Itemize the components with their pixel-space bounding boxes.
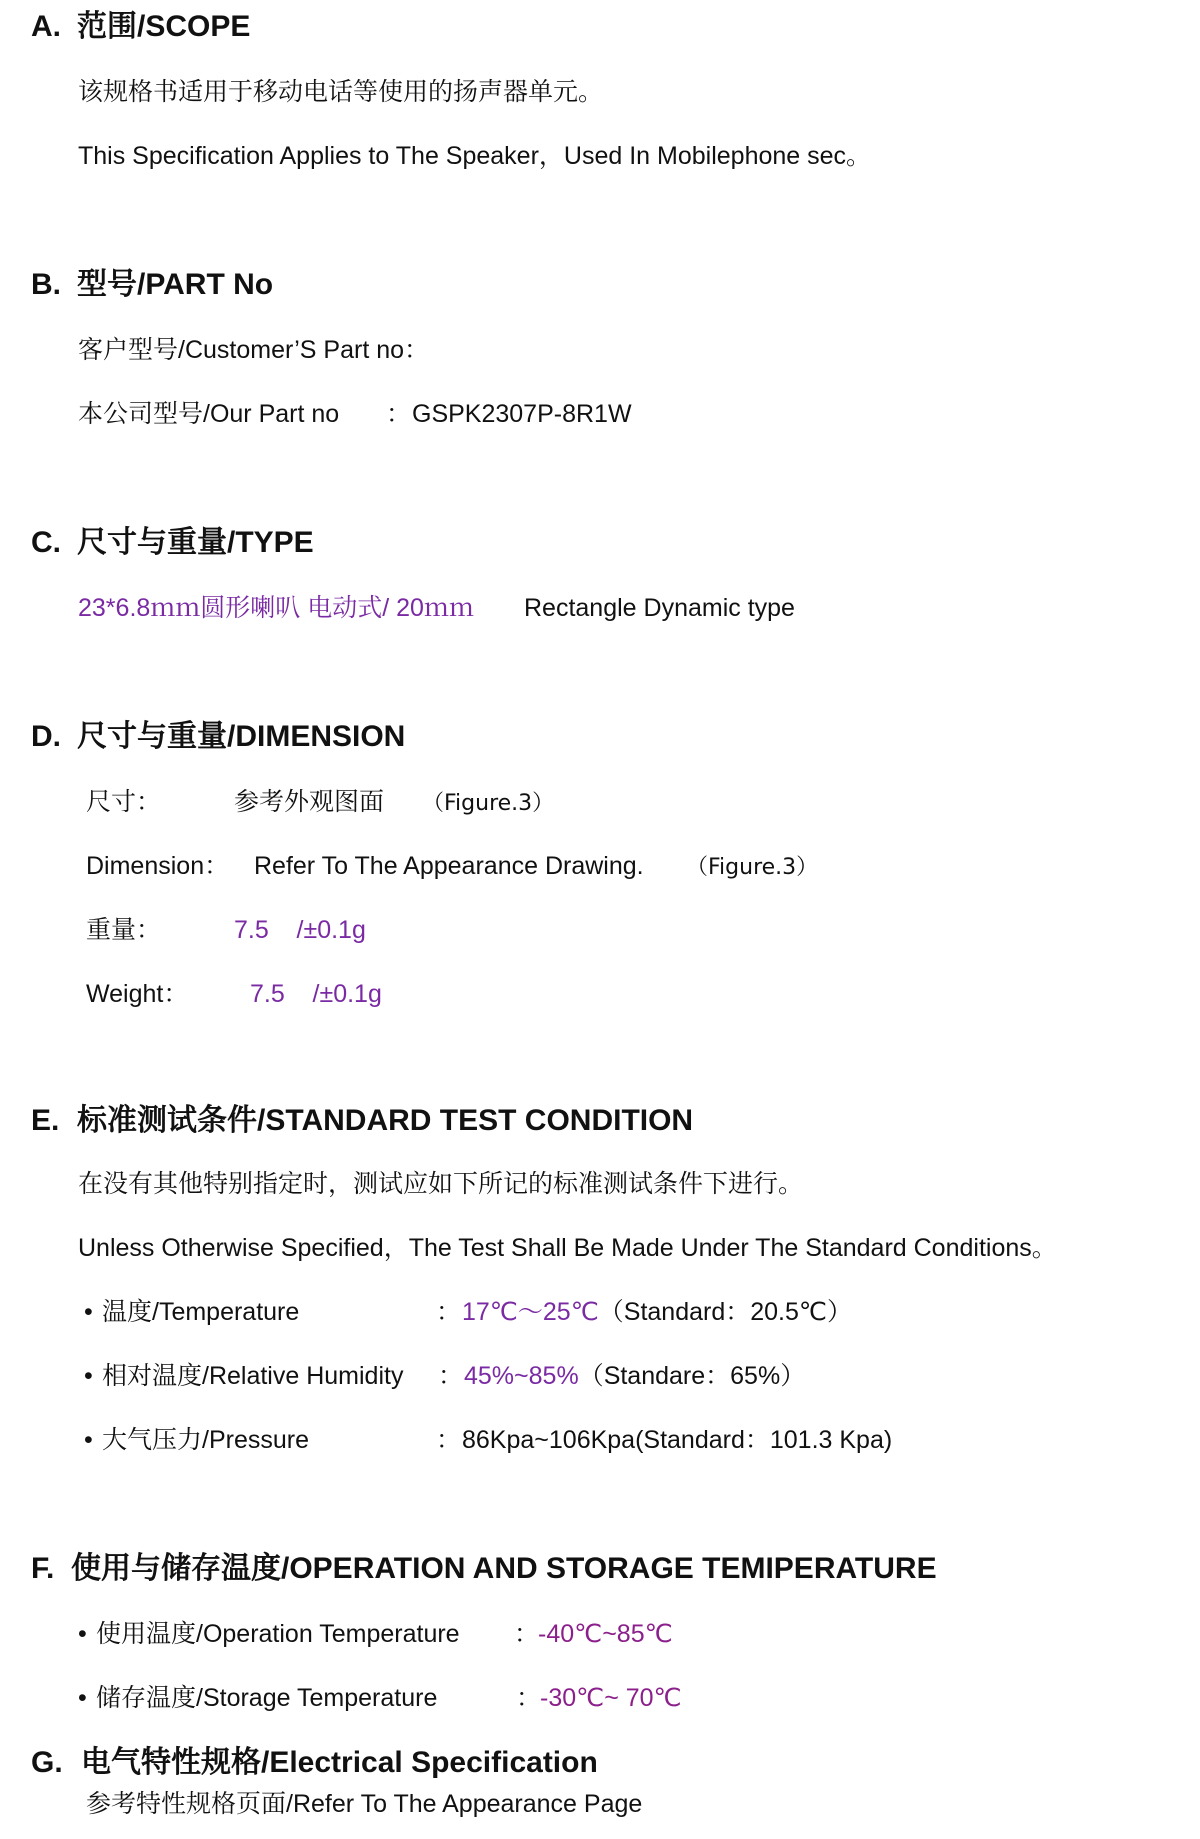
section-e-heading	[31, 1106, 693, 1136]
section-letter: E.	[31, 1104, 60, 1137]
pressure-value: 86Kpa~106Kpa(Standard：101.3 Kpa)	[462, 1426, 893, 1454]
storage-temp-label: 储存温度/Storage Temperature	[96, 1684, 438, 1712]
pressure-separator: ：	[436, 1426, 462, 1454]
test-condition-cn: 在没有其他特别指定时，测试应如下所记的标准测试条件下进行。	[78, 1170, 804, 1198]
weight-cn-label: 重量：	[86, 916, 162, 944]
operation-temp-row	[78, 1622, 673, 1647]
test-condition-en: Unless Otherwise Specified，The Test Shall Be Made Under The Standard Conditions。	[78, 1234, 1057, 1262]
section-title: 标准测试条件/STANDARD TEST CONDITION	[77, 1104, 694, 1137]
electrical-spec-text: 参考特性规格页面/Refer To The Appearance Page	[86, 1790, 643, 1818]
dimension-en-value: Refer To The Appearance Drawing.	[254, 852, 644, 880]
temperature-value: 17℃～25℃	[462, 1298, 599, 1326]
storage-temp-value: -30℃~ 70℃	[540, 1684, 682, 1712]
our-part-label: 本公司型号/Our Part no	[78, 400, 340, 428]
scope-text-cn: 该规格书适用于移动电话等使用的扬声器单元。	[78, 78, 604, 106]
section-title: 电气特性规格/Electrical Specification	[81, 1746, 598, 1779]
our-part-separator: ：	[386, 400, 412, 428]
section-letter: A.	[31, 10, 61, 43]
section-letter: D.	[31, 720, 61, 753]
section-title: 型号/PART No	[77, 268, 274, 301]
temperature-standard: （Standard：20.5℃）	[598, 1298, 852, 1326]
dimension-cn-row	[86, 790, 554, 815]
dimension-cn-value: 参考外观图面	[234, 788, 385, 816]
weight-cn-row	[86, 918, 366, 943]
section-g-heading	[31, 1748, 598, 1778]
humidity-row	[84, 1364, 805, 1389]
section-b-heading	[31, 270, 273, 300]
operation-temp-value: -40℃~85℃	[538, 1620, 673, 1648]
section-letter: G.	[31, 1746, 63, 1779]
pressure-label: 大气压力/Pressure	[102, 1426, 309, 1454]
section-title: 使用与储存温度/OPERATION AND STORAGE TEMIPERATURE	[71, 1552, 937, 1585]
section-letter: C.	[31, 526, 61, 559]
temperature-label: 温度/Temperature	[102, 1298, 300, 1326]
our-part-row	[78, 402, 632, 427]
temperature-row	[84, 1300, 852, 1325]
bullet: •	[78, 1684, 87, 1712]
operation-temp-label: 使用温度/Operation Temperature	[96, 1620, 460, 1648]
section-a-heading	[31, 12, 250, 42]
humidity-separator: ：	[438, 1362, 464, 1390]
humidity-label: 相对温度/Relative Humidity	[102, 1362, 404, 1390]
section-letter: F.	[31, 1552, 55, 1585]
bullet: •	[84, 1298, 93, 1326]
pressure-row	[84, 1428, 892, 1453]
bullet: •	[84, 1362, 93, 1390]
dimension-en-label: Dimension：	[86, 852, 230, 880]
customer-part-label: 客户型号/Customer’S Part no：	[78, 336, 430, 364]
dimension-en-row	[86, 854, 818, 879]
type-row	[78, 596, 795, 621]
dimension-cn-figure: （Figure.3）	[422, 791, 555, 816]
section-c-heading	[31, 528, 314, 558]
operation-temp-separator: ：	[514, 1620, 540, 1648]
dimension-cn-label: 尺寸：	[86, 788, 162, 816]
storage-temp-separator: ：	[516, 1684, 542, 1712]
dimension-en-figure: （Figure.3）	[686, 855, 819, 880]
weight-cn-value: 7.5 /±0.1g	[234, 916, 366, 944]
type-desc: Rectangle Dynamic type	[524, 594, 795, 622]
section-letter: B.	[31, 268, 61, 301]
section-f-heading	[31, 1554, 937, 1584]
humidity-value: 45%~85%	[464, 1362, 579, 1390]
section-title: 尺寸与重量/TYPE	[77, 526, 314, 559]
section-title: 尺寸与重量/DIMENSION	[77, 720, 406, 753]
weight-en-value: 7.5 /±0.1g	[250, 980, 382, 1008]
section-title: 范围/SCOPE	[77, 10, 251, 43]
our-part-value: GSPK2307P-8R1W	[412, 400, 632, 428]
storage-temp-row	[78, 1686, 682, 1711]
section-d-heading	[31, 722, 405, 752]
scope-text-en: This Specification Applies to The Speaker，Used In Mobilephone sec。	[78, 142, 872, 170]
bullet: •	[84, 1426, 93, 1454]
humidity-standard: （Standare：65%）	[578, 1362, 806, 1390]
bullet: •	[78, 1620, 87, 1648]
temperature-separator: ：	[436, 1298, 462, 1326]
weight-en-label: Weight：	[86, 980, 189, 1008]
type-spec: 23*6.8ｍｍ圆形喇叭 电动式/ 20ｍｍ	[78, 594, 474, 622]
weight-en-row	[86, 982, 382, 1007]
